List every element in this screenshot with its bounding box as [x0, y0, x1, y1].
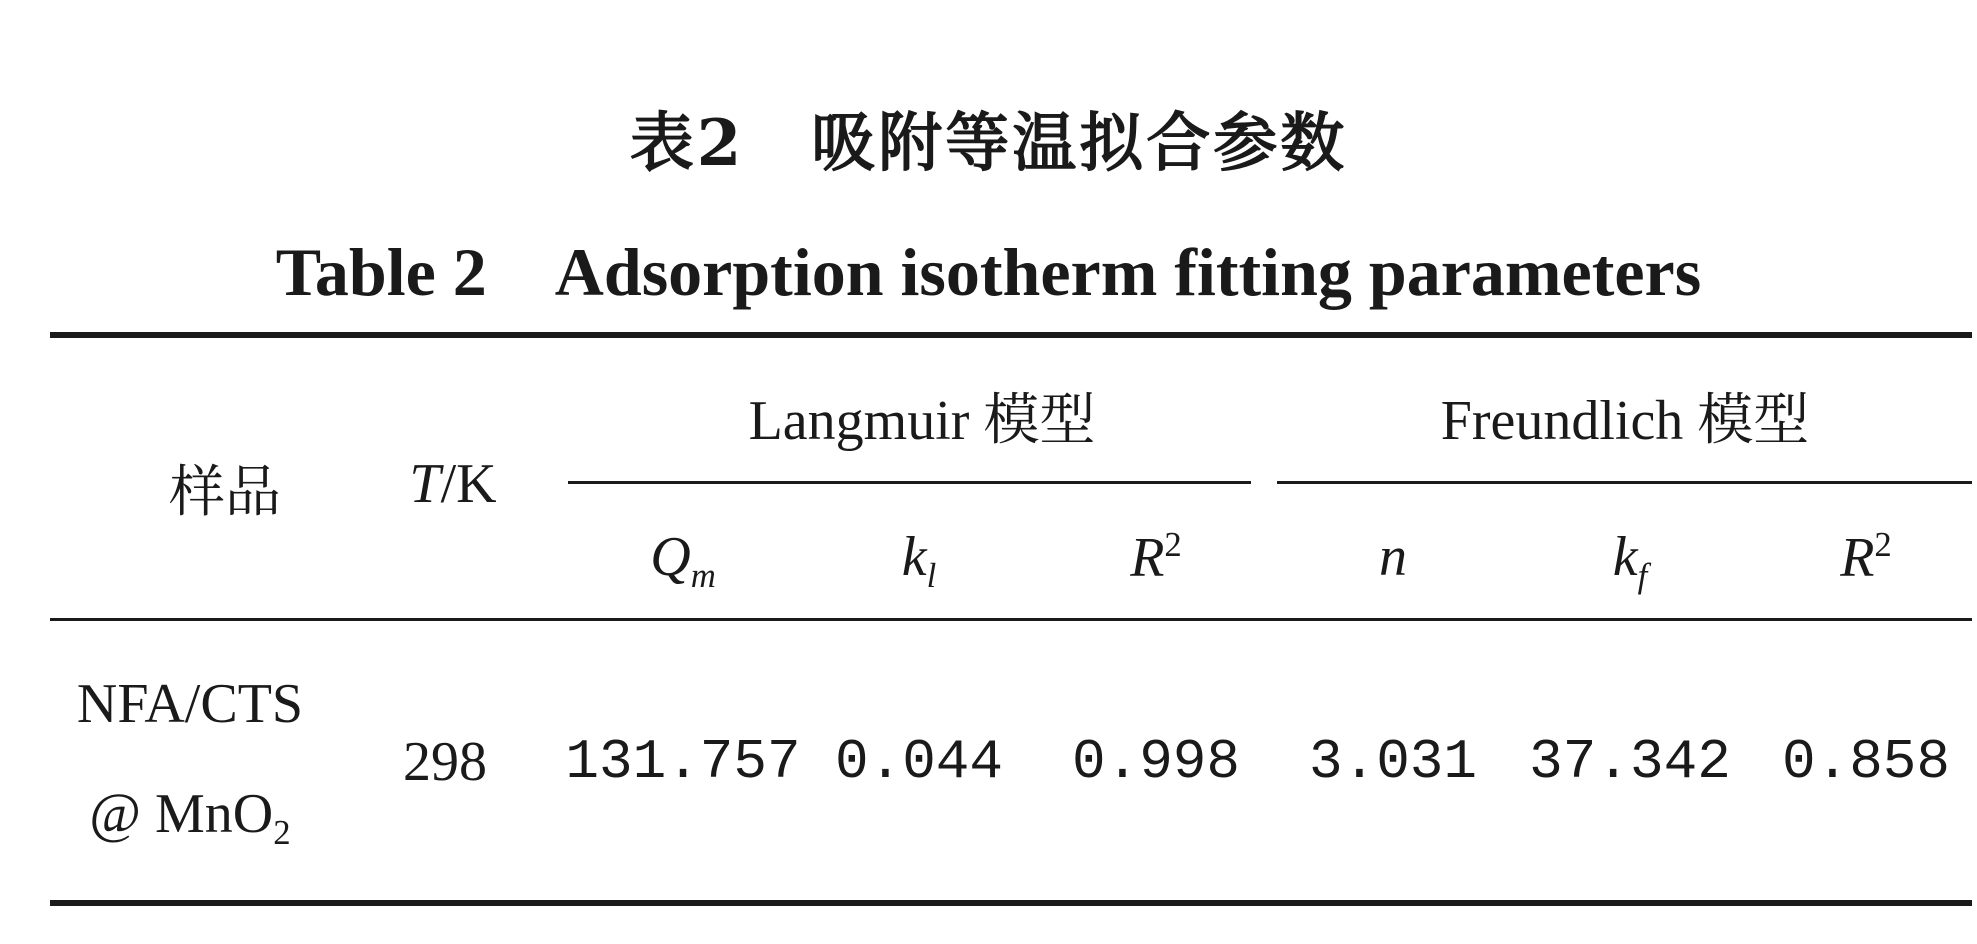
header-rule — [50, 618, 1972, 621]
cell-kl: 0.044 — [834, 730, 1004, 794]
header-r2-freundlich-sup: 2 — [1874, 525, 1892, 564]
cell-qm: 131.757 — [565, 730, 801, 794]
header-freundlich-group: Freundlich 模型 — [1440, 390, 1810, 452]
header-r2-langmuir — [1130, 525, 1182, 590]
header-kl-sub: l — [926, 556, 937, 596]
langmuir-underline — [568, 481, 1251, 484]
header-sample-label: 样品 — [169, 462, 281, 524]
header-kl-base: k — [901, 526, 927, 588]
header-temperature-unit: /K — [440, 453, 497, 515]
cell-sample-line2-base: @ MnO — [89, 783, 274, 845]
header-qm-base: Q — [650, 526, 691, 588]
header-kf-base: k — [1612, 526, 1638, 588]
freundlich-underline — [1277, 481, 1972, 484]
table-title-chinese: 表2 吸附等温拟合参数 — [629, 106, 1348, 181]
header-n — [1379, 525, 1407, 589]
header-n-label: n — [1379, 526, 1407, 588]
cell-sample-line1: NFA/CTS — [76, 673, 304, 735]
header-temperature — [409, 452, 496, 516]
cell-r2-freundlich: 0.858 — [1781, 730, 1951, 794]
header-langmuir-group: Langmuir 模型 — [748, 390, 1096, 452]
cell-r2-langmuir: 0.998 — [1071, 730, 1241, 794]
cell-sample-line2-sub: 2 — [273, 813, 291, 853]
header-kf — [1613, 525, 1648, 596]
header-r2-langmuir-base: R — [1130, 526, 1165, 589]
header-r2-freundlich-base: R — [1840, 526, 1875, 589]
cell-temperature: 298 — [403, 731, 487, 793]
table-title-english: Table 2 Adsorption isotherm fitting parameters — [275, 234, 1702, 310]
header-qm — [650, 525, 716, 596]
header-r2-freundlich — [1840, 525, 1892, 590]
cell-kf: 37.342 — [1529, 730, 1731, 794]
header-kf-sub: f — [1637, 556, 1648, 596]
header-sample — [169, 448, 281, 528]
header-temperature-var: T — [409, 453, 441, 515]
cell-sample-line2 — [89, 782, 290, 853]
cell-n: 3.031 — [1308, 730, 1478, 794]
header-qm-sub: m — [690, 556, 716, 596]
bottom-rule — [50, 900, 1972, 906]
header-kl — [902, 525, 937, 596]
top-rule — [50, 332, 1972, 338]
header-r2-langmuir-sup: 2 — [1164, 525, 1182, 564]
